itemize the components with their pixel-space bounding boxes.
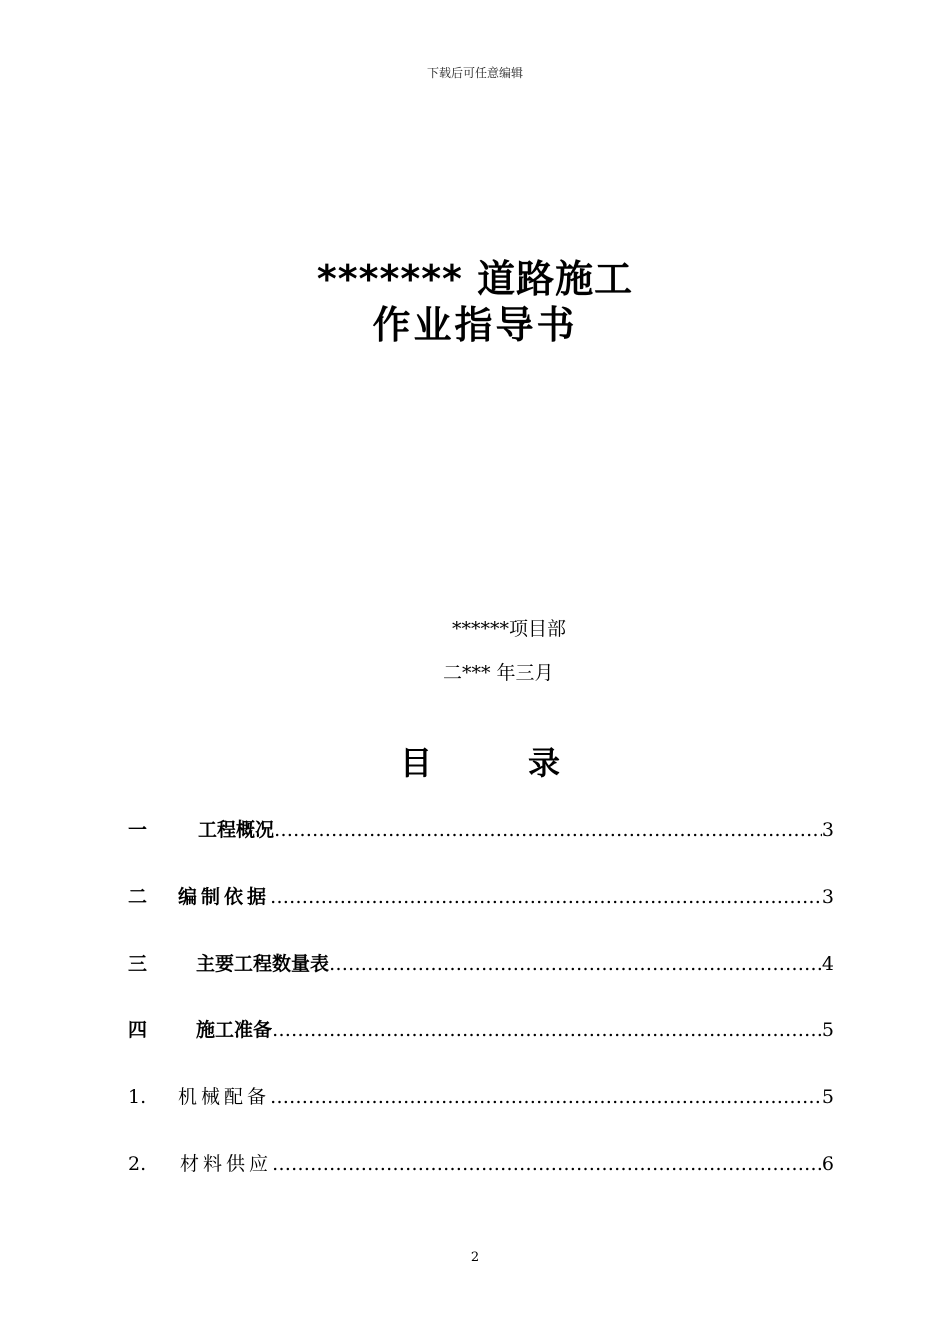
toc-leader-dots bbox=[329, 953, 822, 975]
toc-entry-page: 5 bbox=[821, 1019, 834, 1041]
toc-entry-label: 工程概况 bbox=[198, 819, 275, 841]
toc-entry-1[interactable] bbox=[128, 815, 834, 843]
toc-entry-number: 1. bbox=[128, 1086, 147, 1108]
document-title-line1: ******* 道路施工 bbox=[316, 257, 634, 301]
toc-entry-number: 四 bbox=[128, 1019, 148, 1041]
toc-heading bbox=[400, 738, 560, 784]
toc-leader-dots bbox=[272, 1153, 822, 1175]
toc-entry-2[interactable] bbox=[128, 882, 834, 910]
toc-leader-dots bbox=[274, 819, 822, 841]
toc-entry-page: 4 bbox=[821, 953, 834, 975]
toc-entry-5[interactable] bbox=[128, 1082, 834, 1110]
project-department: ******项目部 bbox=[452, 618, 567, 640]
document-title-line2: 作业指导书 bbox=[372, 303, 578, 347]
toc-leader-dots bbox=[272, 1019, 822, 1041]
toc-entry-number: 2. bbox=[128, 1153, 147, 1175]
toc-entry-page: 5 bbox=[821, 1086, 834, 1108]
toc-entry-label: 机械配备 bbox=[178, 1086, 271, 1108]
toc-entry-label: 施工准备 bbox=[196, 1019, 273, 1041]
toc-entry-number: 三 bbox=[128, 953, 148, 975]
toc-heading-char-2: 录 bbox=[528, 744, 561, 782]
toc-entry-number: 二 bbox=[128, 886, 148, 908]
toc-entry-label: 材料供应 bbox=[180, 1153, 273, 1175]
toc-entry-page: 6 bbox=[821, 1153, 834, 1175]
toc-entry-number: 一 bbox=[128, 819, 148, 841]
toc-entry-page: 3 bbox=[821, 819, 834, 841]
toc-entry-label: 编制依据 bbox=[178, 886, 271, 908]
document-date: 二*** 年三月 bbox=[443, 662, 554, 684]
toc-leader-dots bbox=[270, 886, 822, 908]
toc-entry-label: 主要工程数量表 bbox=[196, 953, 330, 975]
toc-entry-4[interactable] bbox=[128, 1015, 834, 1043]
toc-entry-3[interactable] bbox=[128, 949, 834, 977]
toc-entry-page: 3 bbox=[821, 886, 834, 908]
toc-leader-dots bbox=[270, 1086, 822, 1108]
header-note: 下载后可任意编辑 bbox=[426, 66, 523, 80]
toc-heading-char-1: 目 bbox=[400, 744, 433, 782]
page-number: 2 bbox=[470, 1250, 480, 1265]
toc-entry-6[interactable] bbox=[128, 1149, 834, 1177]
